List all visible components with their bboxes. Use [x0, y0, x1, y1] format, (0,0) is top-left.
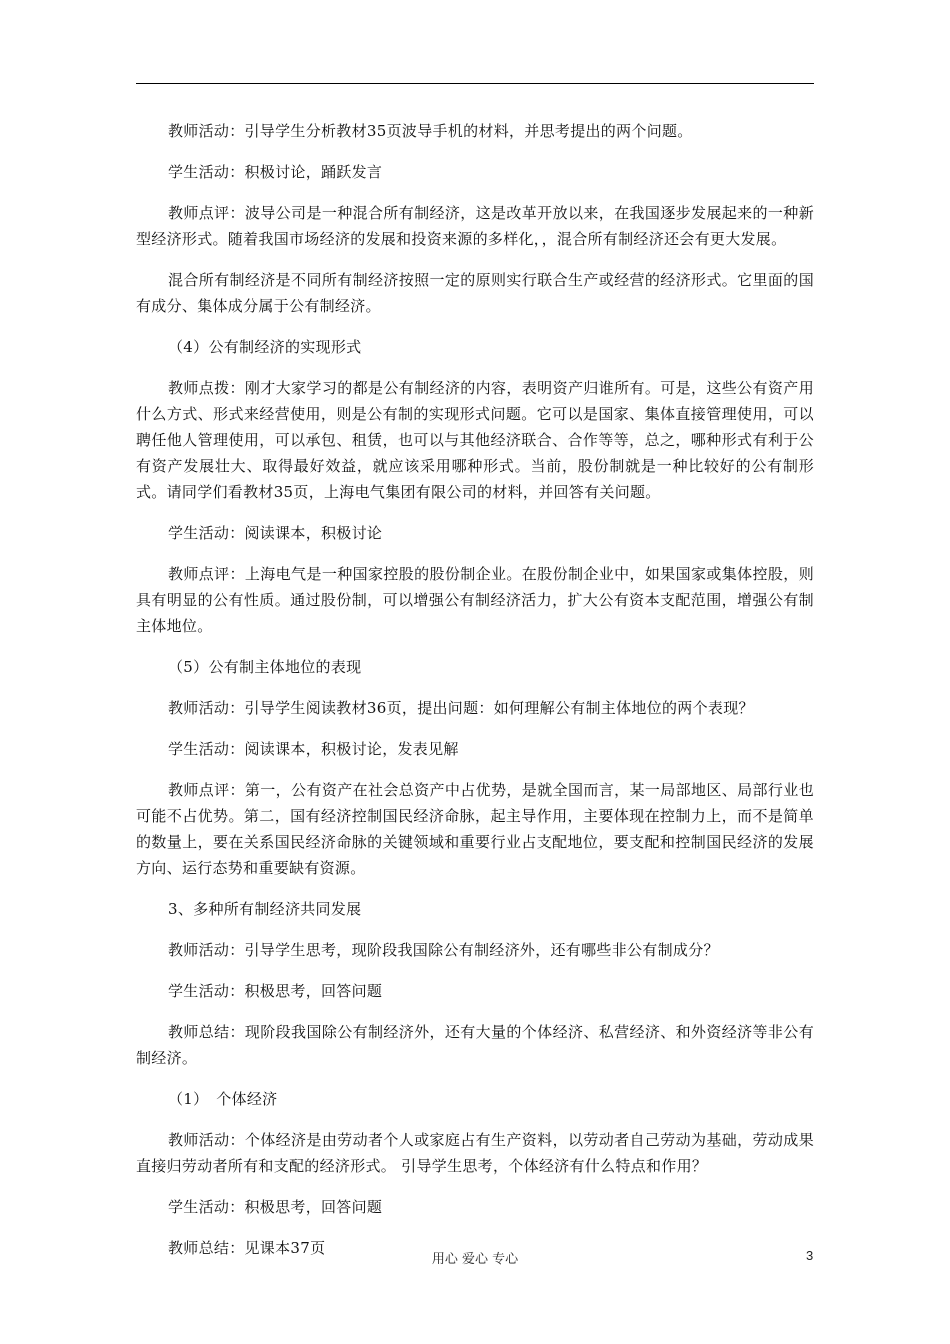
document-body: [136, 118, 814, 1276]
paragraph-teacher-comment: 教师点评：上海电气是一种国家控股的股份制企业。在股份制企业中，如果国家或集体控股，则具有明显的公有性质。通过股份制，可以增强公有制经济活力，扩大公有资本支配范围，增强公有制主体地位。: [136, 565, 814, 635]
paragraph-teacher-activity: 教师活动：引导学生阅读教材36页，提出问题：如何理解公有制主体地位的两个表现？: [168, 699, 754, 717]
paragraph-student-activity: 学生活动：积极讨论，踊跃发言: [168, 163, 383, 181]
paragraph-teacher-guidance: 教师点拨：刚才大家学习的都是公有制经济的内容，表明资产归谁所有。可是，这些公有资产用什么方式、形式来经营使用，则是公有制的实现形式问题。它可以是国家、集体直接管理使用，可以聘任他人管理使用，可以承包、租赁，也可以与其他经济联合、合作等等，总之，哪种形式有利于公有资产发展壮大、取得最好效益，就应该采用哪种形式。当前，股份制就是一种比较好的公有制形式。请同学们看教材35页，上海电气集团有限公司的材料，并回答有关问题。: [136, 379, 814, 501]
page-number: 3: [806, 1248, 814, 1263]
header-rule: [136, 83, 814, 84]
paragraph-teacher-summary: 教师总结：见课本37页: [168, 1239, 326, 1257]
footer-slogan: 用心 爱心 专心: [431, 1252, 519, 1267]
paragraph-mixed-ownership: 混合所有制经济是不同所有制经济按照一定的原则实行联合生产或经营的经济形式。它里面的国有成分、集体成分属于公有制经济。: [136, 271, 814, 315]
paragraph-student-activity: 学生活动：阅读课本，积极讨论，发表见解: [168, 740, 459, 758]
paragraph-student-activity: 学生活动：积极思考，回答问题: [168, 1198, 383, 1216]
section-heading: （4）公有制经济的实现形式: [168, 338, 362, 356]
paragraph-teacher-comment: 教师点评：波导公司是一种混合所有制经济，这是改革开放以来，在我国逐步发展起来的一种新型经济形式。随着我国市场经济的发展和投资来源的多样化，，混合所有制经济还会有更大发展。: [136, 204, 814, 248]
paragraph-student-activity: 学生活动：阅读课本，积极讨论: [168, 524, 383, 542]
paragraph-teacher-activity: 教师活动：个体经济是由劳动者个人或家庭占有生产资料，以劳动者自己劳动为基础，劳动成果直接归劳动者所有和支配的经济形式。 引导学生思考，个体经济有什么特点和作用？: [136, 1131, 814, 1175]
paragraph-teacher-activity: 教师活动：引导学生思考，现阶段我国除公有制经济外，还有哪些非公有制成分？: [168, 941, 719, 959]
section-heading: （5）公有制主体地位的表现: [168, 658, 362, 676]
paragraph-teacher-comment: 教师点评：第一，公有资产在社会总资产中占优势，是就全国而言，某一局部地区、局部行业也可能不占优势。第二，国有经济控制国民经济命脉，起主导作用，主要体现在控制力上，而不是简单的数量上，要在关系国民经济命脉的关键领域和重要行业占支配地位，要支配和控制国民经济的发展方向、运行态势和重要缺有资源。: [136, 781, 814, 877]
paragraph-teacher-summary: 教师总结：现阶段我国除公有制经济外，还有大量的个体经济、私营经济、和外资经济等非公有制经济。: [136, 1023, 814, 1067]
paragraph-teacher-activity: 教师活动：引导学生分析教材35页波导手机的材料，并思考提出的两个问题。: [168, 122, 693, 140]
section-heading: 3、多种所有制经济共同发展: [168, 900, 362, 918]
paragraph-student-activity: 学生活动：积极思考，回答问题: [168, 982, 383, 1000]
section-heading: （1） 个体经济: [168, 1090, 278, 1108]
